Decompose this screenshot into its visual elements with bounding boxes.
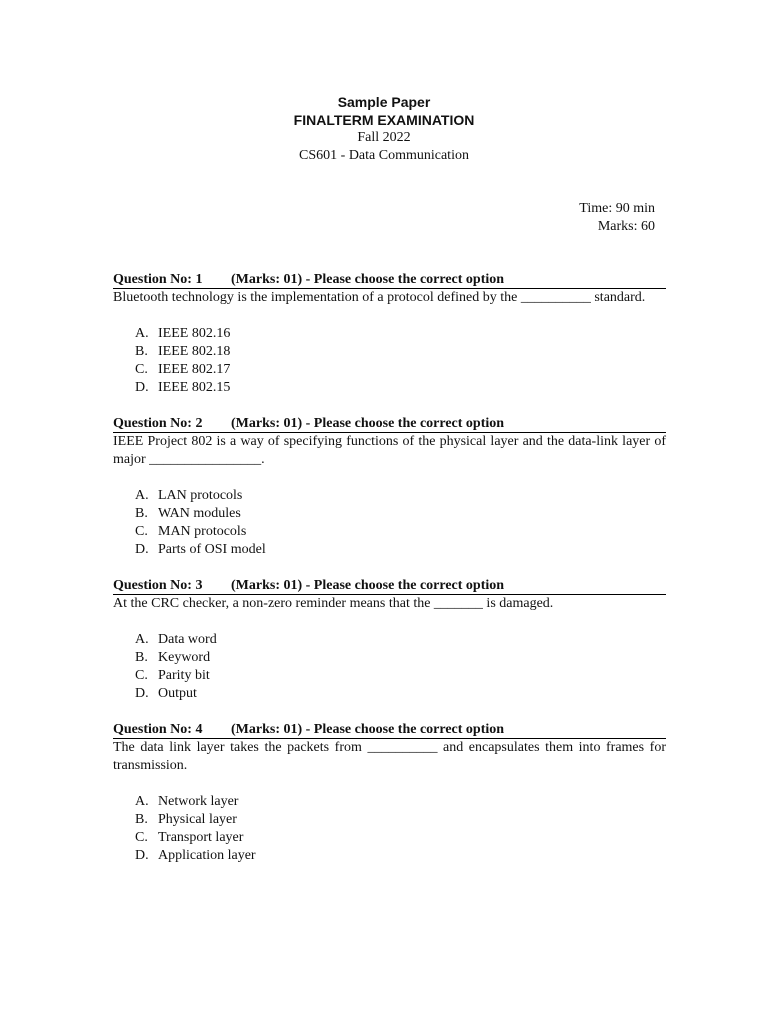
question-marks: (Marks: 01) - Please choose the correct option bbox=[231, 416, 505, 431]
option-letter: C. bbox=[135, 668, 148, 683]
option-letter: C. bbox=[135, 830, 148, 845]
option-text: LAN protocols bbox=[158, 488, 243, 503]
option-b bbox=[113, 505, 666, 523]
option-a bbox=[113, 631, 666, 649]
option-letter: D. bbox=[135, 542, 149, 557]
option-text: IEEE 802.15 bbox=[158, 380, 231, 395]
exam-term: Fall 2022 bbox=[357, 130, 411, 145]
option-letter: B. bbox=[135, 650, 148, 665]
question-number: Question No: 4 bbox=[113, 722, 203, 737]
option-letter: A. bbox=[135, 794, 149, 809]
question-text: At the CRC checker, a non-zero reminder means that the _______ is damaged. bbox=[113, 596, 554, 611]
option-c bbox=[113, 361, 666, 379]
option-d bbox=[113, 847, 666, 865]
option-c bbox=[113, 523, 666, 541]
question-1 bbox=[113, 271, 666, 397]
option-letter: C. bbox=[135, 362, 148, 377]
question-text: IEEE Project 802 is a way of specifying functions of the physical layer and the data-link layer of major ________________. bbox=[113, 434, 666, 467]
option-text: Keyword bbox=[158, 650, 211, 665]
question-marks: (Marks: 01) - Please choose the correct option bbox=[231, 578, 505, 593]
option-list bbox=[113, 793, 666, 865]
option-c bbox=[113, 829, 666, 847]
question-heading bbox=[113, 415, 666, 433]
exam-header bbox=[0, 93, 768, 165]
exam-title: FINALTERM EXAMINATION bbox=[293, 112, 475, 128]
option-text: Physical layer bbox=[158, 812, 237, 827]
option-letter: B. bbox=[135, 812, 148, 827]
question-heading bbox=[113, 721, 666, 739]
option-letter: D. bbox=[135, 686, 149, 701]
option-letter: B. bbox=[135, 344, 148, 359]
option-text: Output bbox=[158, 686, 197, 701]
option-d bbox=[113, 685, 666, 703]
question-text: Bluetooth technology is the implementation of a protocol defined by the __________ standard. bbox=[113, 290, 646, 305]
option-text: Parity bit bbox=[158, 668, 210, 683]
option-text: WAN modules bbox=[158, 506, 241, 521]
course-title: CS601 - Data Communication bbox=[299, 148, 469, 163]
question-heading bbox=[113, 271, 666, 289]
question-list bbox=[113, 271, 666, 883]
time-limit: Time: 90 min bbox=[579, 201, 655, 216]
option-a bbox=[113, 793, 666, 811]
question-4 bbox=[113, 721, 666, 865]
option-b bbox=[113, 649, 666, 667]
option-letter: C. bbox=[135, 524, 148, 539]
option-letter: D. bbox=[135, 380, 149, 395]
option-text: IEEE 802.16 bbox=[158, 326, 231, 341]
question-marks: (Marks: 01) - Please choose the correct option bbox=[231, 272, 505, 287]
option-letter: D. bbox=[135, 848, 149, 863]
question-heading bbox=[113, 577, 666, 595]
question-number: Question No: 1 bbox=[113, 272, 203, 287]
question-marks: (Marks: 01) - Please choose the correct option bbox=[231, 722, 505, 737]
option-a bbox=[113, 325, 666, 343]
option-letter: A. bbox=[135, 326, 149, 341]
question-number: Question No: 2 bbox=[113, 416, 203, 431]
option-list bbox=[113, 325, 666, 397]
option-b bbox=[113, 343, 666, 361]
option-text: IEEE 802.18 bbox=[158, 344, 231, 359]
option-text: MAN protocols bbox=[158, 524, 247, 539]
option-text: Data word bbox=[158, 632, 217, 647]
exam-meta bbox=[579, 200, 655, 236]
option-text: Application layer bbox=[158, 848, 256, 863]
sample-paper-label: Sample Paper bbox=[337, 94, 431, 110]
option-list bbox=[113, 487, 666, 559]
option-list bbox=[113, 631, 666, 703]
question-text: The data link layer takes the packets from __________ and encapsulates them into frames for transmission. bbox=[113, 740, 666, 773]
option-d bbox=[113, 541, 666, 559]
total-marks: Marks: 60 bbox=[597, 219, 655, 234]
question-number: Question No: 3 bbox=[113, 578, 203, 593]
question-3 bbox=[113, 577, 666, 703]
option-c bbox=[113, 667, 666, 685]
option-a bbox=[113, 487, 666, 505]
option-text: Transport layer bbox=[158, 830, 244, 845]
option-letter: A. bbox=[135, 488, 149, 503]
question-2 bbox=[113, 415, 666, 559]
option-b bbox=[113, 811, 666, 829]
option-letter: A. bbox=[135, 632, 149, 647]
option-text: IEEE 802.17 bbox=[158, 362, 231, 377]
option-text: Parts of OSI model bbox=[158, 542, 266, 557]
option-text: Network layer bbox=[158, 794, 239, 809]
option-letter: B. bbox=[135, 506, 148, 521]
option-d bbox=[113, 379, 666, 397]
